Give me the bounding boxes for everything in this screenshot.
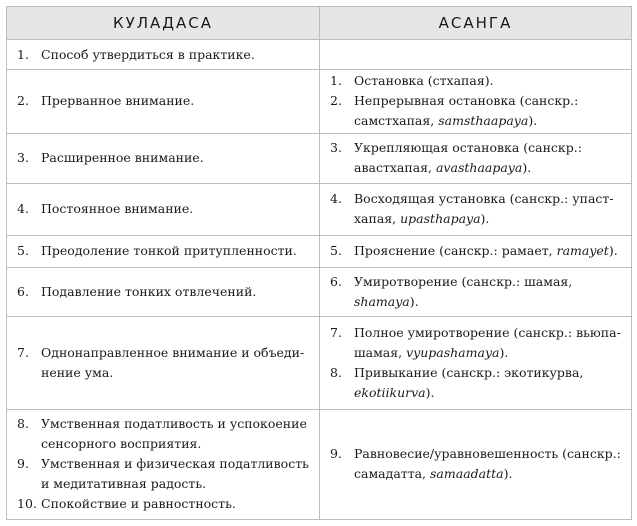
table-row bbox=[7, 70, 632, 134]
list-item bbox=[17, 241, 313, 261]
item-text-sanskrit: shamaya bbox=[354, 293, 410, 309]
comparison-table bbox=[6, 6, 632, 520]
kuladasa-cell bbox=[7, 40, 320, 70]
table-row bbox=[7, 183, 632, 235]
item-number: 7. bbox=[17, 344, 29, 360]
item-text bbox=[354, 444, 625, 484]
kuladasa-cell bbox=[7, 316, 320, 409]
header-kuladasa: КУЛАДАСА bbox=[7, 7, 320, 40]
list-item bbox=[330, 272, 625, 312]
item-text bbox=[41, 282, 313, 302]
item-text bbox=[354, 71, 625, 91]
list-item bbox=[330, 138, 625, 178]
item-text-main: Прерванное внимание. bbox=[41, 93, 195, 109]
item-text-main: Расширенное внимание. bbox=[41, 150, 204, 166]
item-number: 10. bbox=[17, 496, 37, 512]
list-item bbox=[17, 454, 313, 494]
item-number: 1. bbox=[330, 73, 342, 89]
asanga-cell bbox=[320, 183, 632, 235]
asanga-cell bbox=[320, 316, 632, 409]
item-number: 6. bbox=[17, 283, 29, 299]
asanga-cell bbox=[320, 235, 632, 267]
item-number: 4. bbox=[17, 201, 29, 217]
asanga-cell bbox=[320, 133, 632, 183]
item-text bbox=[41, 241, 313, 261]
list-item bbox=[17, 343, 313, 383]
item-text-main: Равновесие/уравновешенность (санскр.: самадатта, bbox=[354, 446, 621, 482]
item-text bbox=[41, 91, 313, 111]
header-row bbox=[7, 7, 632, 40]
item-number: 2. bbox=[17, 93, 29, 109]
item-text-after: ). bbox=[409, 293, 419, 309]
kuladasa-cell bbox=[7, 133, 320, 183]
asanga-cell bbox=[320, 409, 632, 519]
item-text-sanskrit: ramayet bbox=[556, 243, 609, 259]
list-item bbox=[17, 45, 313, 65]
list-item bbox=[17, 148, 313, 168]
item-text-sanskrit: upasthapaya bbox=[400, 211, 481, 227]
list-item bbox=[330, 189, 625, 229]
item-number: 9. bbox=[330, 446, 342, 462]
item-text bbox=[354, 363, 625, 403]
item-text-main: Умственная податливость и успокоение сенсорного восприятия. bbox=[41, 416, 307, 452]
list-item bbox=[17, 494, 313, 514]
item-text-main: Умиротворение (санскр.: шамая, bbox=[354, 273, 573, 289]
table-row bbox=[7, 267, 632, 316]
item-text-main: Подавление тонких отвлечений. bbox=[41, 283, 257, 299]
asanga-cell bbox=[320, 70, 632, 134]
item-number: 2. bbox=[330, 93, 342, 109]
item-number: 9. bbox=[17, 456, 29, 472]
item-text-main: Привыкание (санскр.: экотикурва, bbox=[354, 364, 584, 380]
item-text-main: Остановка (стхапая). bbox=[354, 73, 494, 89]
item-text-main: Непрерывная остановка (санскр.: самстхапая, bbox=[354, 93, 579, 129]
item-text-after: ). bbox=[528, 113, 538, 129]
list-item bbox=[17, 414, 313, 454]
table-row bbox=[7, 235, 632, 267]
item-text bbox=[41, 45, 313, 65]
item-text-main: Спокойствие и равностность. bbox=[41, 496, 236, 512]
item-text bbox=[41, 454, 313, 494]
item-text bbox=[41, 414, 313, 454]
item-text-sanskrit: samsthaapaya bbox=[438, 113, 529, 129]
asanga-cell bbox=[320, 267, 632, 316]
list-item bbox=[330, 71, 625, 91]
item-text-main: Умственная и физическая податливость и медитативная радость. bbox=[41, 456, 309, 492]
item-number: 8. bbox=[330, 364, 342, 380]
kuladasa-cell bbox=[7, 183, 320, 235]
item-text-sanskrit: vyupashamaya bbox=[406, 344, 500, 360]
list-item bbox=[330, 323, 625, 363]
item-text-after: ). bbox=[480, 211, 490, 227]
item-text bbox=[354, 189, 625, 229]
item-number: 5. bbox=[17, 243, 29, 259]
item-text-main: Полное умиротворение (санскр.: вьюпа-шамая, bbox=[354, 324, 621, 360]
item-number: 3. bbox=[17, 150, 29, 166]
list-item bbox=[330, 444, 625, 484]
list-item bbox=[330, 363, 625, 403]
item-text bbox=[354, 91, 625, 131]
item-number: 8. bbox=[17, 416, 29, 432]
item-text-after: ). bbox=[608, 243, 618, 259]
item-text-sanskrit: avasthaapaya bbox=[435, 160, 523, 176]
table-row bbox=[7, 40, 632, 70]
item-text bbox=[354, 241, 625, 261]
item-text-main: Способ утвердиться в практике. bbox=[41, 46, 255, 62]
item-number: 7. bbox=[330, 324, 342, 340]
item-text bbox=[354, 138, 625, 178]
item-text-main: Укрепляющая остановка (санскр.: авастхапая, bbox=[354, 140, 582, 176]
item-text-main: Однонаправленное внимание и объеди-нение ума. bbox=[41, 344, 305, 380]
item-text bbox=[354, 272, 625, 312]
item-text-after: ). bbox=[503, 466, 513, 482]
item-text-after: ). bbox=[522, 160, 532, 176]
item-text-after: ). bbox=[425, 384, 435, 400]
kuladasa-cell bbox=[7, 235, 320, 267]
list-item bbox=[17, 282, 313, 302]
table-row bbox=[7, 316, 632, 409]
item-text bbox=[41, 148, 313, 168]
item-number: 4. bbox=[330, 191, 342, 207]
list-item bbox=[330, 91, 625, 131]
table-row bbox=[7, 133, 632, 183]
item-text bbox=[41, 494, 313, 514]
list-item bbox=[330, 241, 625, 261]
kuladasa-cell bbox=[7, 409, 320, 519]
item-number: 3. bbox=[330, 140, 342, 156]
item-text-after: ). bbox=[499, 344, 509, 360]
list-item bbox=[17, 91, 313, 111]
item-text-main: Прояснение (санскр.: рамает, bbox=[354, 243, 557, 259]
item-text bbox=[41, 199, 313, 219]
kuladasa-cell bbox=[7, 70, 320, 134]
list-item bbox=[17, 199, 313, 219]
item-text-sanskrit: ekotiikurva bbox=[354, 384, 426, 400]
item-text-main: Постоянное внимание. bbox=[41, 201, 194, 217]
item-text-main: Преодоление тонкой притупленности. bbox=[41, 243, 297, 259]
header-asanga: АСАНГА bbox=[320, 7, 632, 40]
item-text bbox=[354, 323, 625, 363]
kuladasa-cell bbox=[7, 267, 320, 316]
item-number: 1. bbox=[17, 46, 29, 62]
item-text bbox=[41, 343, 313, 383]
item-text-main: Восходящая установка (санскр.: упаст-хапая, bbox=[354, 191, 614, 227]
item-number: 5. bbox=[330, 243, 342, 259]
table-row bbox=[7, 409, 632, 519]
item-text-sanskrit: samaadatta bbox=[430, 466, 504, 482]
asanga-cell bbox=[320, 40, 632, 70]
item-number: 6. bbox=[330, 273, 342, 289]
